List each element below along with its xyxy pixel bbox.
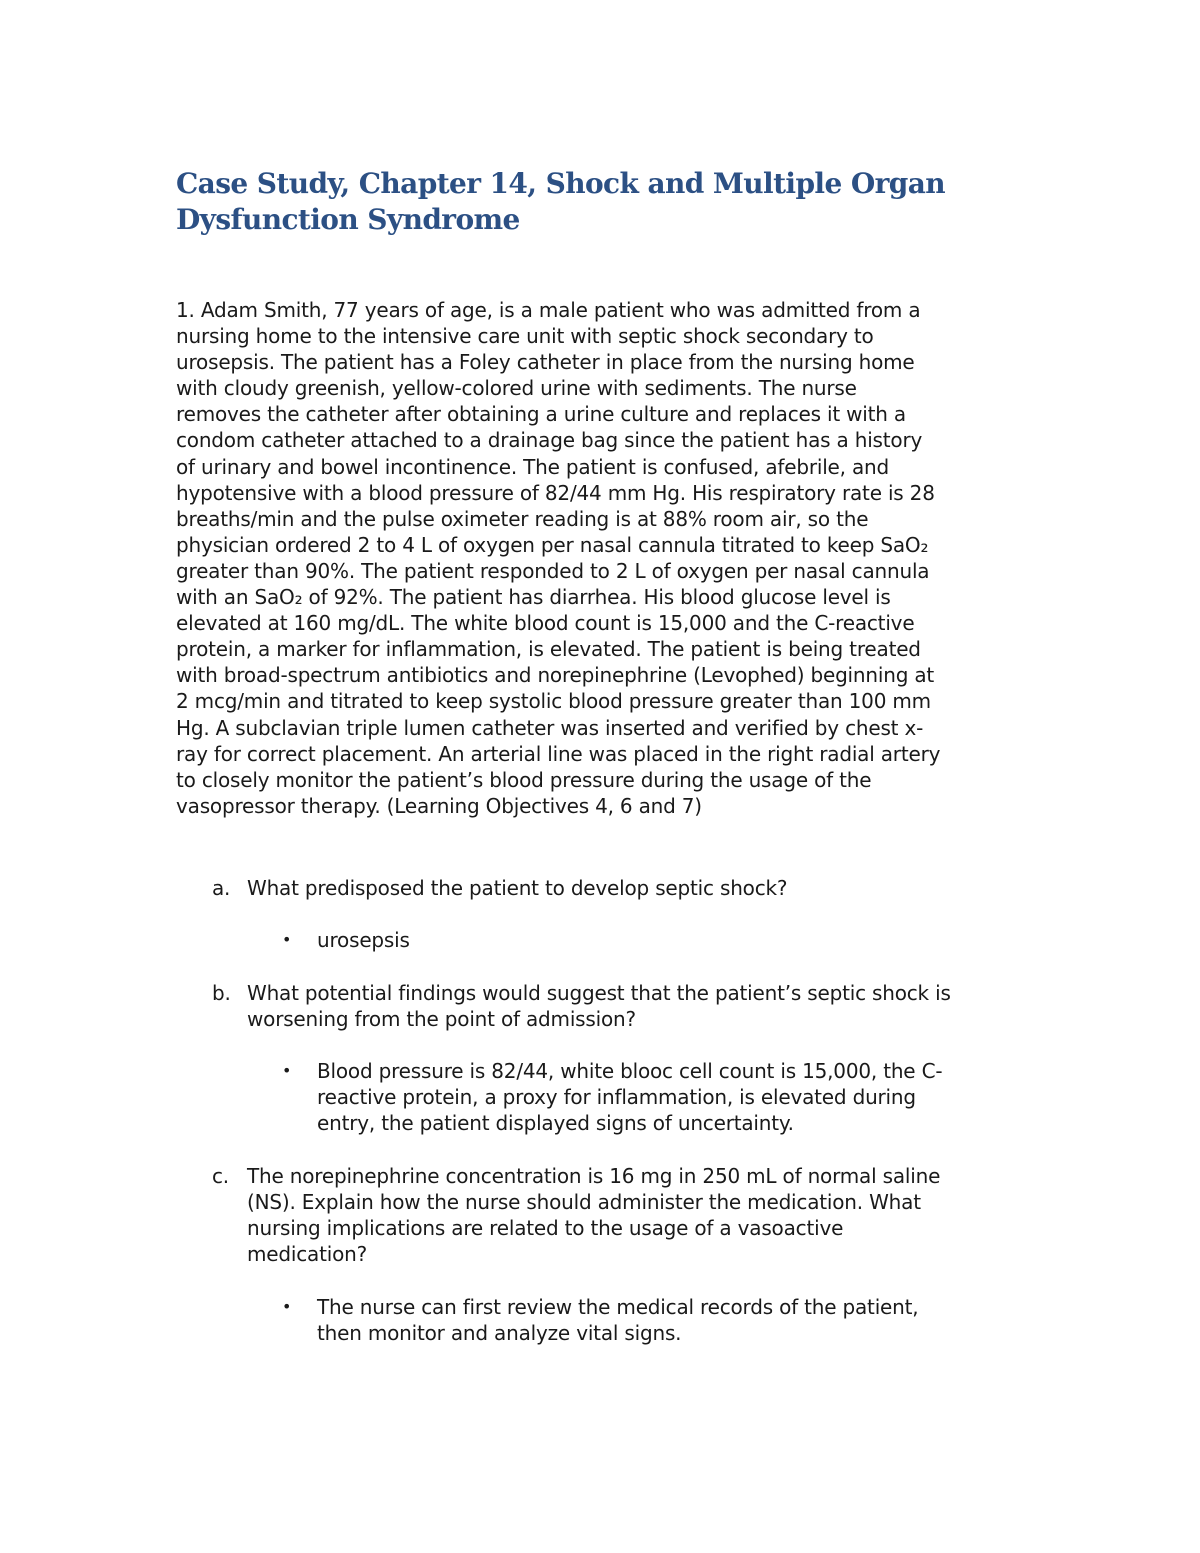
case-line: ray for correct placement. An arterial line was placed in the right radial artery — [176, 741, 941, 766]
question-letter: c. — [212, 1164, 229, 1188]
question-line: medication? — [247, 1242, 368, 1267]
question-line: nursing implications are related to the usage of a vasoactive — [247, 1216, 844, 1241]
case-line: hypotensive with a blood pressure of 82/44 mm Hg. His respiratory rate is 28 — [176, 480, 935, 505]
bullet-icon: • — [282, 1297, 292, 1316]
case-line: condom catheter attached to a drainage bag since the patient has a history — [176, 428, 923, 453]
answer-text — [317, 927, 1037, 953]
answer-text — [317, 1058, 1037, 1136]
answer-line: The nurse can first review the medical records of the patient, — [317, 1295, 919, 1319]
case-paragraph — [176, 297, 1038, 819]
case-line: nursing home to the intensive care unit with septic shock secondary to — [176, 324, 874, 349]
case-line: Hg. A subclavian triple lumen catheter was inserted and verified by chest x- — [176, 715, 924, 740]
bullet-icon: • — [282, 1061, 292, 1080]
question-line: What predisposed the patient to develop septic shock? — [247, 876, 788, 900]
question-line: What potential findings would suggest that the patient’s septic shock is — [247, 981, 951, 1005]
title-line: Dysfunction Syndrome — [176, 203, 520, 236]
case-line: breaths/min and the pulse oximeter reading is at 88% room air, so the — [176, 506, 869, 531]
case-line: with cloudy greenish, yellow-colored urine with sediments. The nurse — [176, 376, 857, 401]
question-text — [247, 875, 1037, 901]
page-title — [176, 166, 1036, 238]
case-line: removes the catheter after obtaining a urine culture and replaces it with a — [176, 402, 906, 427]
case-line: 1. Adam Smith, 77 years of age, is a male patient who was admitted from a — [176, 298, 921, 322]
question-letter: b. — [212, 981, 231, 1005]
case-line: protein, a marker for inflammation, is elevated. The patient is being treated — [176, 637, 921, 662]
case-line: physician ordered 2 to 4 L of oxygen per nasal cannula titrated to keep SaO₂ — [176, 532, 929, 557]
case-line: with broad-spectrum antibiotics and norepinephrine (Levophed) beginning at — [176, 663, 935, 688]
answer-line: entry, the patient displayed signs of uncertainty. — [317, 1111, 794, 1136]
question-line: (NS). Explain how the nurse should administer the medication. What — [247, 1190, 921, 1215]
case-line: vasopressor therapy. (Learning Objectives 4, 6 and 7) — [176, 793, 702, 818]
bullet-icon: • — [282, 930, 292, 949]
case-line: with an SaO₂ of 92%. The patient has diarrhea. His blood glucose level is — [176, 585, 891, 610]
case-line: to closely monitor the patient’s blood pressure during the usage of the — [176, 767, 872, 792]
case-line: greater than 90%. The patient responded to 2 L of oxygen per nasal cannula — [176, 558, 930, 583]
question-line: The norepinephrine concentration is 16 mg in 250 mL of normal saline — [247, 1164, 941, 1188]
case-line: of urinary and bowel incontinence. The patient is confused, afebrile, and — [176, 454, 889, 479]
question-line: worsening from the point of admission? — [247, 1007, 636, 1032]
case-line: 2 mcg/min and titrated to keep systolic blood pressure greater than 100 mm — [176, 689, 931, 714]
question-letter: a. — [212, 876, 231, 900]
case-line: elevated at 160 mg/dL. The white blood count is 15,000 and the C-reactive — [176, 611, 915, 636]
question-text — [247, 1163, 1037, 1267]
answer-line: reactive protein, a proxy for inflammation, is elevated during — [317, 1085, 916, 1110]
answer-text — [317, 1294, 1037, 1346]
title-line: Case Study, Chapter 14, Shock and Multiple Organ — [176, 167, 946, 200]
case-line: urosepsis. The patient has a Foley catheter in place from the nursing home — [176, 350, 915, 375]
answer-line: urosepsis — [317, 928, 410, 952]
answer-line: then monitor and analyze vital signs. — [317, 1321, 682, 1346]
answer-line: Blood pressure is 82/44, white blooc cell count is 15,000, the C- — [317, 1059, 943, 1083]
question-text — [247, 980, 1037, 1032]
